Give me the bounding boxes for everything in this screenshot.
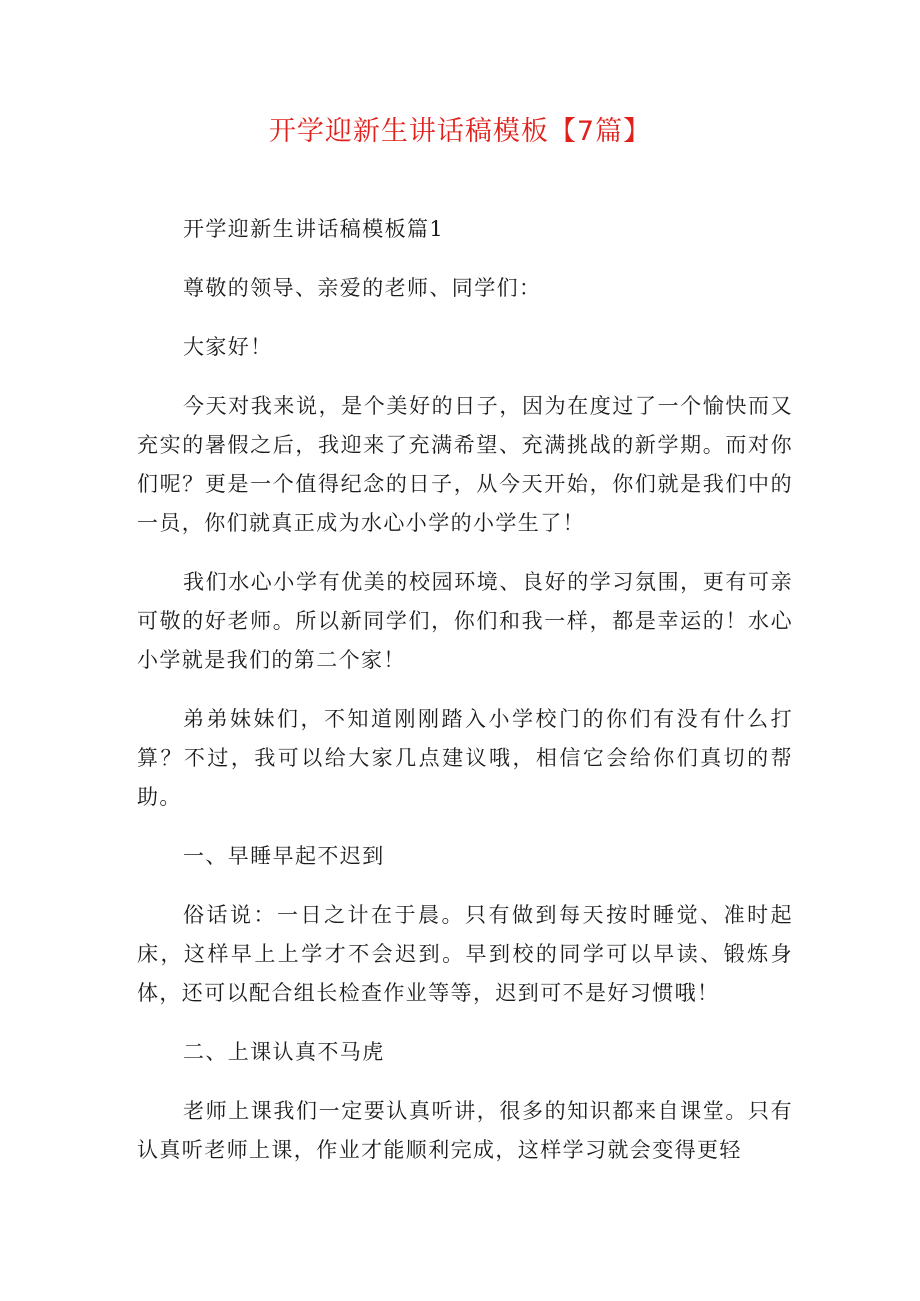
document-title: 开学迎新生讲话稿模板【7篇】 [268,116,652,147]
subheading: 二、上课认真不马虎 [183,1040,385,1064]
body-paragraph: 我们水心小学有优美的校园环境、良好的学习氛围，更有可亲可敬的好老师。所以新同学们，你们和我一样，都是幸运的！水心小学就是我们的第二个家！ [137,570,793,672]
document-body [137,210,793,1190]
body-paragraph: 老师上课我们一定要认真听讲，很多的知识都来自课堂。只有认真听老师上课，作业才能顺利完成，这样学习就会变得更轻 [137,1099,793,1162]
body-paragraph: 弟弟妹妹们，不知道刚刚踏入小学校门的你们有没有什么打算？不过，我可以给大家几点建议哦，相信它会给你们真切的帮助。 [137,707,793,809]
salutation: 尊敬的领导、亲爱的老师、同学们： [183,276,542,300]
section-heading: 开学迎新生讲话稿模板篇1 [183,217,445,241]
body-paragraph: 俗话说：一日之计在于晨。只有做到每天按时睡觉、准时起床，这样早上上学才不会迟到。早到校的同学可以早读、锻炼身体，还可以配合组长检查作业等等，迟到可不是好习惯哦！ [137,903,793,1005]
greeting: 大家好！ [183,335,273,359]
subheading: 一、早睡早起不迟到 [183,844,385,868]
body-paragraph: 今天对我来说，是个美好的日子，因为在度过了一个愉快而又充实的暑假之后，我迎来了充满希望、充满挑战的新学期。而对你们呢？更是一个值得纪念的日子，从今天开始，你们就是我们中的一员，你们就真正成为水心小学的小学生了！ [137,394,793,535]
